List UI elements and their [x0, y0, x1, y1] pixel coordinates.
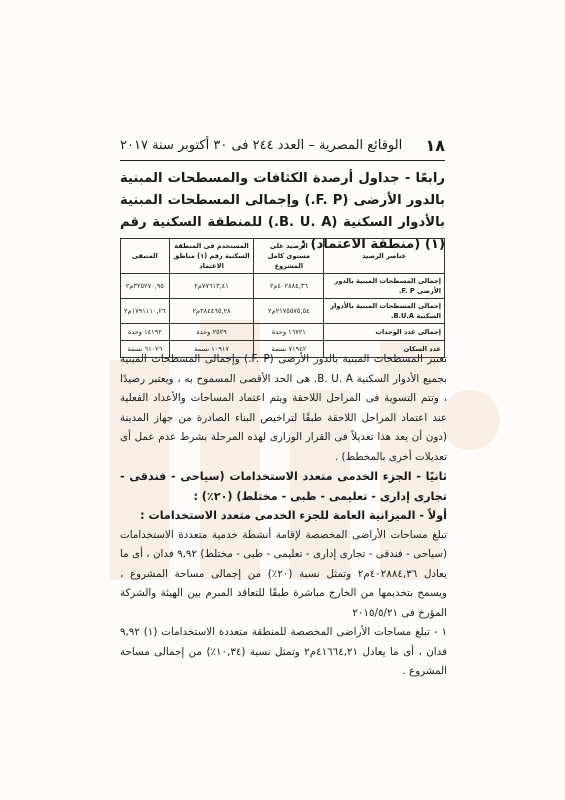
table-cell: ٦١٠٢٦ نسمة: [121, 341, 170, 358]
page-number: ١٨: [425, 135, 445, 155]
subsection-heading: أولاً - الميزانية العامة للجزء الخدمى متعدد الاستخدامات :: [140, 509, 447, 522]
table-cell: ٢٥٢٩ وحدة: [169, 324, 254, 341]
table-cell: إجمالى المسطحات المبنية بالدور الأرضى F. P.: [324, 274, 445, 299]
table-row: [121, 274, 445, 299]
column-header: عناصر الرصيد: [324, 239, 445, 274]
table-cell: عدد السكان: [324, 341, 445, 358]
paragraph: ١ - تبلغ مساحات الأراضى المخصصة للمنطقة متعددة الاستخدامات (١) ٩,٩٢ فدان ، أى ما يعادل ٤١٦٦٤,٢١م٢ وتمثل نسبة (١٠,٣٤٪) من إجمالى مساحة المشروع .: [120, 626, 447, 677]
section-heading: ثانيًا - الجزء الخدمى متعدد الاستخدامات (سياحى - فندقى - تجارى إدارى - تعليمى - طبى - مختلط) (٢٠٪) :: [120, 470, 447, 503]
column-header: الرصيد على مستوى كامل المشروع: [254, 239, 324, 274]
table-row: [121, 324, 445, 341]
body-text: [120, 350, 447, 682]
table-cell: ٣٢٥٢٧٠,٩٥م٢: [121, 274, 170, 299]
table-cell: ٣٨٤٤٦٥,٢٨م٢: [169, 299, 254, 324]
paragraph: تبلغ مساحات الأراضى المخصصة لإقامة أنشطة خدمية متعددة الاستخدامات (سياحى - فندقى - تجارى إدارى - تعليمى - طبى - مختلط) ٩,٩٢ فدان ، أى ما يعادل ٤٠٢٨٨٤,٣٦م٢ وتمثل نسبة (٢٠٪) من إجمالى مساحة المشروع ، ويسمح بتخديمها من الخارج مباشرة طبقًا للتعاقد المبرم بين الهيئة والشركة المؤرخ فى ٢٠١٥/٥/٢١: [120, 528, 448, 619]
table-cell: إجمالى عدد الوحدات: [324, 324, 445, 341]
section-title: رابعًا - جداول أرصدة الكثافات والمسطحات المبنية بالدور الأرضى (F. P.) وإجمالى المسطحات المبنية بالأدوار السكنية (B. U. A.) للمنطقة السكنية رقم (١) (منطقة الاعتماد) :: [120, 171, 445, 252]
page-header: [120, 134, 445, 156]
table-cell: ١٦٧٢١ وحدة: [254, 324, 324, 341]
balances-table: [120, 238, 445, 358]
table-cell: ١٧٩١١١٠,٢٦م٢: [121, 299, 170, 324]
header-divider: [120, 160, 445, 161]
table-cell: ١٤١٩٢ وحدة: [121, 324, 170, 341]
table-cell: ٤٠٢٨٨٤,٣٦م٢: [254, 274, 324, 299]
table-header-row: [121, 239, 445, 274]
table-cell: إجمالى المسطحات المبنية بالأدوار السكنية B.U.A.: [324, 299, 445, 324]
table-row: [121, 299, 445, 324]
table-cell: ٧١٩٤٢ نسمة: [254, 341, 324, 358]
paragraph: تعتبر المسطحات المبنية بالدور الأرضى (F. P.) وإجمالى المسطحات المبنية بجميع الأدوار السكنية B. U. A. هى الحد الأقصى المسموح به ، ويعتبر رصيدًا ، وتتم التسوية فى المراحل اللاحقة ويتم اعتماد المساحات والأعداد الفعلية عند اعتماد المراحل اللاحقة طبقًا لتراخيص البناء الصادرة من جهاز المدينة (دون أن يعد هذا تعديلاً فى القرار الوزارى لهذه المرحلة بشرط عدم عمل أى تعديلات أخرى بالمخطط) .: [120, 353, 447, 463]
table-cell: ٢١٧٥٥٧٥,٥٤م٢: [254, 299, 324, 324]
table-cell: ٧٧٦١٣,٤١م٢: [169, 274, 254, 299]
column-header: المستخدم فى المنطقة السكنية رقم (١) مناطق الاعتماد: [169, 239, 254, 274]
column-header: المتبقى: [121, 239, 170, 274]
table-cell: ١٠٩١٧ نسمة: [169, 341, 254, 358]
journal-issue-line: الوقائع المصرية – العدد ٢٤٤ فى ٣٠ أكتوبر سنة ٢٠١٧: [120, 137, 403, 153]
